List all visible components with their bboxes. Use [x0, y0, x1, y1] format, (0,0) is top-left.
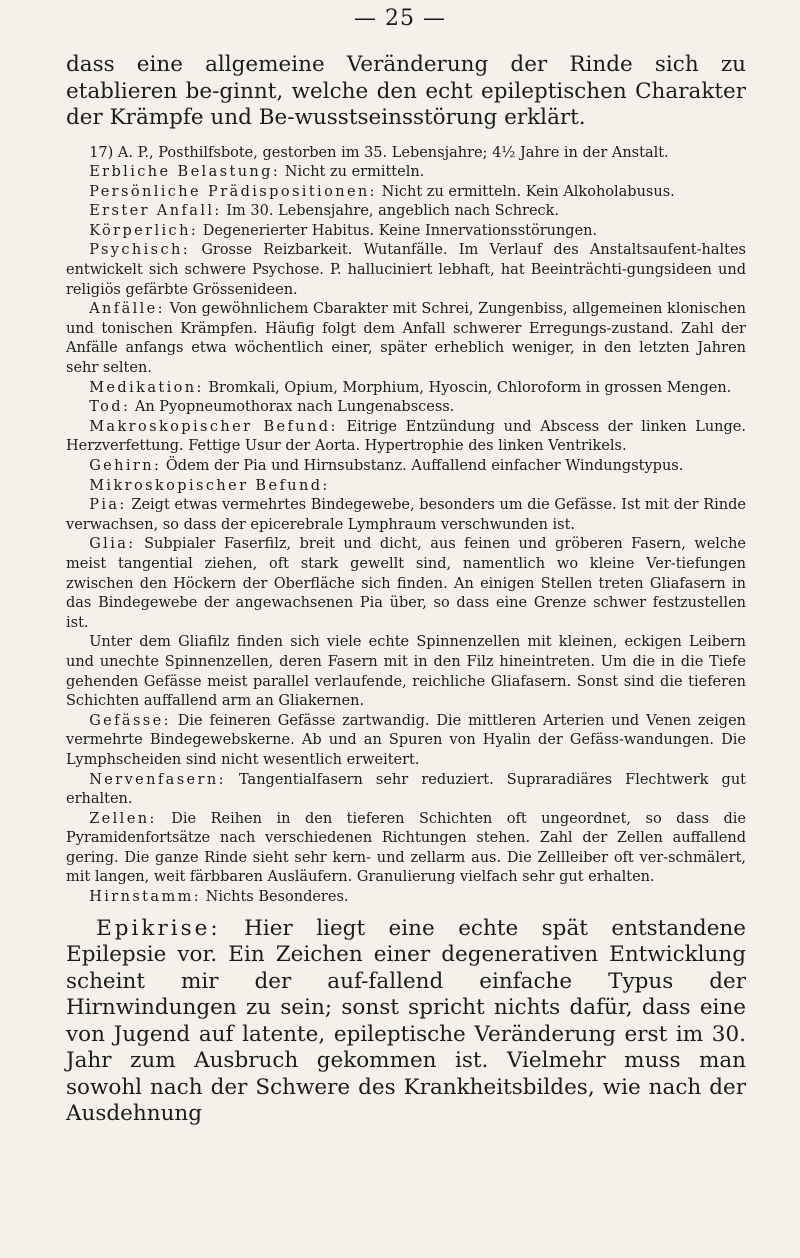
section-text: Nicht zu ermitteln. Kein Alkoholabusus. — [376, 183, 675, 200]
section-label: Erster Anfall: — [89, 203, 222, 220]
section-erster-anfall — [66, 202, 746, 222]
section-label: Zellen: — [89, 810, 157, 827]
section-label: Mikroskopischer Befund: — [89, 477, 330, 494]
section-label: Medikation: — [89, 379, 204, 396]
section-koerperlich — [66, 222, 746, 242]
section-persoenliche — [66, 183, 746, 203]
section-label: Makroskopischer Befund: — [89, 418, 338, 435]
section-text: Subpialer Faserfilz, breit und dicht, aus feinen und gröberen Fasern, welche meist tangential ziehen, oft stark gewellt sind, namentlich wo kleine Ver-tiefungen zwischen den Höckern der Oberfläche sich finden. An einigen Stellen treten Gliafasern in das Bindegewebe der angewachsenen Pia über, so dass eine Grenze schwer festzustellen ist. — [66, 536, 746, 631]
section-label: Glia: — [89, 536, 136, 553]
section-zellen — [66, 810, 746, 888]
case-heading: 17) A. P., Posthilfsbote, gestorben im 35. Lebensjahre; 4½ Jahre in der Anstalt. — [89, 144, 669, 161]
section-gliafilz: Unter dem Gliafilz finden sich viele echte Spinnenzellen mit kleinen, eckigen Leibern und unechte Spinnenzellen, deren Fasern mit in den Filz hineintreten. Um die in die Tiefe gehenden Gefässe meist parallel verlaufende, reichliche Gliafasern. Sonst sind die tieferen Schichten auffallend arm an Gliakernen. — [66, 634, 746, 710]
section-pia — [66, 496, 746, 535]
section-erbliche — [66, 163, 746, 183]
section-label: Gefässe: — [89, 712, 171, 729]
page-number: — 25 — — [354, 6, 446, 31]
epikrise-text: Hier liegt eine echte spät entstandene Epilepsie vor. Ein Zeichen einer degenerativen Entwicklung scheint mir der auf-fallend einfache Typus der Hirnwindungen zu sein; sonst spricht nichts dafür, dass eine von Jugend auf latente, epileptische Veränderung erst im 30. Jahr zum Ausbruch gekommen ist. Vielmehr muss man sowohl nach der Schwere des Krankheitsbildes, wie nach der Ausdehnung — [66, 915, 746, 1127]
section-mikroskopisch — [66, 477, 746, 497]
section-text: Die Reihen in den tieferen Schichten oft ungeordnet, so dass die Pyramidenfortsätze nach verschiedenen Richtungen stehen. Zahl der Zellen auffallend gering. Die ganze Rinde sieht sehr kern- und zellarm aus. Die Zellleiber oft ver-schmälert, mit langen, weit färbbaren Ausläufern. Granulierung vielfach sehr gut erhalten. — [66, 810, 746, 886]
section-label: Nervenfasern: — [89, 771, 226, 788]
section-gehirn — [66, 457, 746, 477]
epikrise-paragraph — [66, 916, 746, 1128]
section-text: Bromkali, Opium, Morphium, Hyoscin, Chloroform in grossen Mengen. — [203, 379, 732, 396]
section-label: Körperlich: — [89, 222, 199, 239]
section-text: Eitrige Entzündung und Abscess der linken Lunge. Herzverfettung. Fettige Usur der Aorta. Hypertrophie des linken Ventrikels. — [66, 418, 746, 455]
section-psychisch — [66, 241, 746, 300]
section-label: Gehirn: — [89, 458, 162, 474]
section-text: Tangentialfasern sehr reduziert. Supraradiäres Flechtwerk gut erhalten. — [66, 771, 746, 808]
section-medikation — [66, 379, 746, 399]
section-label: Tod: — [89, 399, 131, 416]
section-label: Psychisch: — [89, 242, 191, 259]
section-gefaesse — [66, 712, 746, 771]
section-text: Nichts Besonderes. — [201, 889, 349, 906]
section-text: An Pyopneumothorax nach Lungenabscess. — [130, 399, 455, 416]
epikrise-label: Epikrise: — [96, 915, 221, 941]
section-anfaelle — [66, 300, 746, 378]
section-label: Hirnstamm: — [89, 889, 202, 906]
section-label: Anfälle: — [89, 301, 165, 318]
section-makroskopisch — [66, 418, 746, 457]
section-text: Ödem der Pia und Hirnsubstanz. Auffallend einfacher Windungstypus. — [161, 458, 684, 474]
section-text: Grosse Reizbarkeit. Wutanfälle. Im Verlauf des Anstaltsaufent-haltes entwickelt sich schwere Psychose. P. halluciniert lebhaft, hat Beeinträchti-gungsideen und religiös gefärbte Grössenideen. — [66, 242, 746, 298]
section-tod — [66, 398, 746, 418]
section-nervenfasern — [66, 771, 746, 810]
section-text: Degenerierter Habitus. Keine Innervationsstörungen. — [198, 222, 598, 239]
section-text: Zeigt etwas vermehrtes Bindegewebe, besonders um die Gefässe. Ist mit der Rinde verwachsen, so dass der epicerebrale Lymphraum verschwunden ist. — [66, 497, 746, 533]
section-label: Erbliche Belastung: — [89, 164, 281, 181]
section-text: Im 30. Lebensjahre, angeblich nach Schreck. — [221, 203, 560, 220]
section-label: Persönliche Prädispositionen: — [89, 183, 377, 200]
section-text: Nicht zu ermitteln. — [280, 164, 425, 181]
section-glia — [66, 535, 746, 633]
section-hirnstamm — [66, 888, 746, 908]
section-text: Von gewöhnlichem Cbarakter mit Schrei, Zungenbiss, allgemeinen klonischen und tonischen Krämpfen. Häufig folgt dem Anfall schwerer Erregungs-zustand. Zahl der Anfälle anfangs etwa wöchentlich einer, später erheblich weniger, in den letzten Jahren sehr selten. — [66, 301, 746, 377]
case-report — [66, 144, 746, 908]
intro-paragraph: dass eine allgemeine Veränderung der Rinde sich zu etablieren be-ginnt, welche den echt epileptischen Charakter der Krämpfe und Be-wusstseinsstörung erklärt. — [66, 52, 746, 130]
page-body — [66, 52, 746, 1149]
section-label: Pia: — [89, 497, 127, 514]
section-text: Die feineren Gefässe zartwandig. Die mittleren Arterien und Venen zeigen vermehrte Bindegewebskerne. Ab und an Spuren von Hyalin der Gefäss-wandungen. Die Lymphscheiden sind nicht wesentlich erweitert. — [66, 712, 746, 768]
